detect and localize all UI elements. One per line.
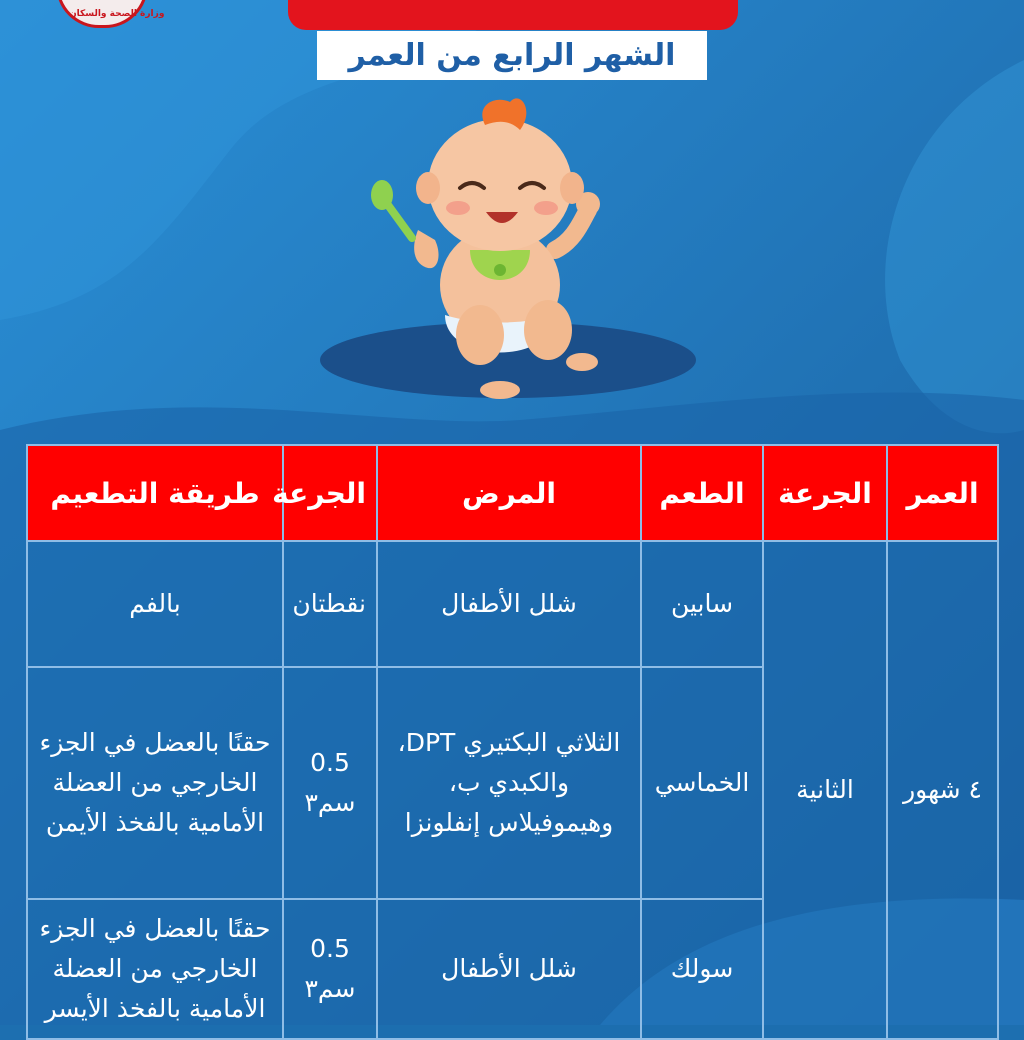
page-subtitle: الشهر الرابع من العمر (317, 31, 707, 80)
dose-number-cell: الثانية (763, 541, 887, 1039)
dose-cell (283, 899, 377, 1039)
disease-cell: الثلاثي البكتيري DPT، والكبدي ب، وهيموفيلاس إنفلونزا (377, 667, 641, 899)
method-cell: بالفم (27, 541, 283, 667)
dose-amount: 0.5 (310, 934, 350, 963)
disease-cell: شلل الأطفال (377, 541, 641, 667)
title-banner (288, 0, 738, 30)
vaccine-cell: سولك (641, 899, 763, 1039)
seal-text: وزارة الصحة والسكان (69, 9, 165, 19)
dose-unit: سم٣ (304, 974, 356, 1003)
vaccine-cell: سابين (641, 541, 763, 667)
disease-cell: شلل الأطفال (377, 899, 641, 1039)
header-age: العمر (887, 445, 998, 541)
header-disease: المرض (377, 445, 641, 541)
vaccination-schedule-table (26, 444, 999, 1040)
age-cell: ٤ شهور (887, 541, 998, 1039)
dose-cell (283, 667, 377, 899)
header-dose-number: الجرعة (763, 445, 887, 541)
dose-cell: نقطتان (283, 541, 377, 667)
header-vaccine: الطعم (641, 445, 763, 541)
vaccine-cell: الخماسي (641, 667, 763, 899)
header-method: طريقة التطعيم (27, 445, 283, 541)
baby-illustration (320, 90, 710, 420)
table-header-row (27, 445, 998, 541)
dose-unit: سم٣ (304, 788, 356, 817)
table-row (27, 541, 998, 667)
header-dose: الجرعة (283, 445, 377, 541)
method-cell: حقنًا بالعضل في الجزء الخارجي من العضلة الأمامية بالفخذ الأيمن (27, 667, 283, 899)
method-cell: حقنًا بالعضل في الجزء الخارجي من العضلة الأمامية بالفخذ الأيسر (27, 899, 283, 1039)
dose-amount: 0.5 (310, 748, 350, 777)
